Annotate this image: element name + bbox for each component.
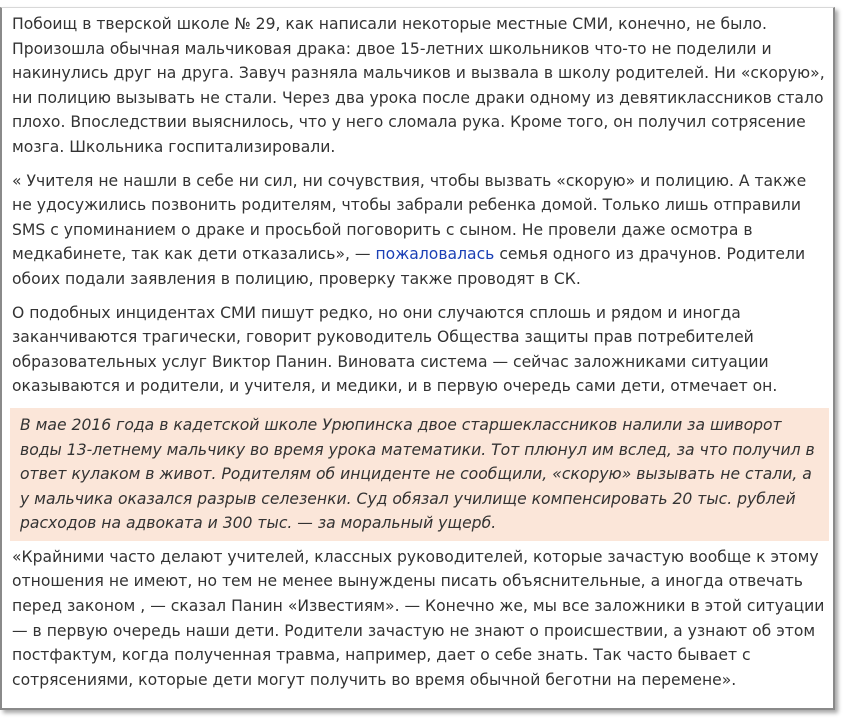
highlight-box bbox=[10, 408, 829, 541]
text-line: обоих подали заявления в полицию, проверку также проводят в СК. bbox=[12, 269, 581, 288]
text-segment: медкабинете, так как дети отказались», — bbox=[12, 245, 376, 264]
complained-link[interactable]: пожаловалась bbox=[375, 245, 495, 264]
text-line bbox=[12, 242, 829, 267]
paragraph-family-quote bbox=[12, 169, 829, 292]
text-segment: семья одного из драчунов. Родители bbox=[494, 245, 806, 264]
text-line: воды 13-летнему мальчику во время урока математики. Тот плюнул им вслед, за что получил в bbox=[20, 440, 815, 459]
text-line: расходов на адвоката и 300 тыс. — за моральный ущерб. bbox=[20, 514, 497, 533]
text-line: отношения не имеют, но тем не менее вынуждены писать объяснительные, а иногда отвечать bbox=[12, 572, 803, 591]
text-line: SMS с упоминанием о драке и просьбой поговорить с сыном. Не провели даже осмотра в bbox=[12, 220, 753, 239]
text-line: у мальчика оказался разрыв селезенки. Суд обязал училище компенсировать 20 тыс. рублей bbox=[20, 489, 796, 508]
text-line: оказываются и родители, и учителя, и медики, и в первую очередь сами дети, отмечает он. bbox=[12, 377, 778, 396]
text-line: « Учителя не нашли в себе ни сил, ни сочувствия, чтобы вызвать «скорую» и полицию. А также bbox=[12, 171, 807, 190]
text-line: «Крайними часто делают учителей, классных руководителей, которые зачастую вообще к этому bbox=[12, 547, 819, 566]
text-line: не удосужились позвонить родителям, чтобы забрали ребенка домой. Только лишь отправили bbox=[12, 196, 802, 215]
text-line: ни полицию вызывать не стали. Через два урока после драки одному из девятиклассников стало bbox=[12, 88, 824, 107]
paragraph-incident bbox=[12, 12, 829, 160]
text-line: ответ кулаком в живот. Родителям об инциденте не сообщили, «скорую» вызывать не стали, а bbox=[20, 465, 812, 484]
text-line: В мае 2016 года в кадетской школе Урюпинска двое старшеклассников налили за шиворот bbox=[20, 415, 782, 434]
text-line: сотрясениями, которые дети могут получить во время обычной беготни на перемене». bbox=[12, 670, 737, 689]
text-line: плохо. Впоследствии выяснилось, что у него сломала рука. Кроме того, он получил сотрясение bbox=[12, 113, 806, 132]
article-frame bbox=[0, 7, 835, 710]
text-line: мозга. Школьника госпитализировали. bbox=[12, 137, 336, 156]
text-line: — в первую очередь наши дети. Родители зачастую не знают о происшествии, а узнают об этом bbox=[12, 621, 816, 640]
text-line: О подобных инцидентах СМИ пишут редко, но они случаются сплошь и рядом и иногда bbox=[12, 303, 741, 322]
paragraph-izvestia-quote bbox=[12, 545, 829, 693]
text-line: заканчиваются трагически, говорит руководитель Общества защиты прав потребителей bbox=[12, 328, 754, 347]
paragraph-panin bbox=[12, 301, 829, 399]
text-line: Произошла обычная мальчиковая драка: двое 15-летних школьников что-то не поделили и bbox=[12, 39, 772, 58]
text-line: перед законом , — сказал Панин «Известиям». — Конечно же, мы все заложники в этой ситуации bbox=[12, 597, 825, 616]
text-line: постфактум, когда полученная травма, например, дает о себе знать. Так часто бывает с bbox=[12, 646, 751, 665]
text-line: накинулись друг на друга. Завуч разняла мальчиков и вызвала в школу родителей. Ни «скорую», bbox=[12, 64, 825, 83]
text-line: Побоищ в тверской школе № 29, как написали некоторые местные СМИ, конечно, не было. bbox=[12, 15, 767, 33]
text-line: образовательных услуг Виктор Панин. Виновата система — сейчас заложниками ситуации bbox=[12, 352, 769, 371]
article-body bbox=[12, 12, 829, 701]
